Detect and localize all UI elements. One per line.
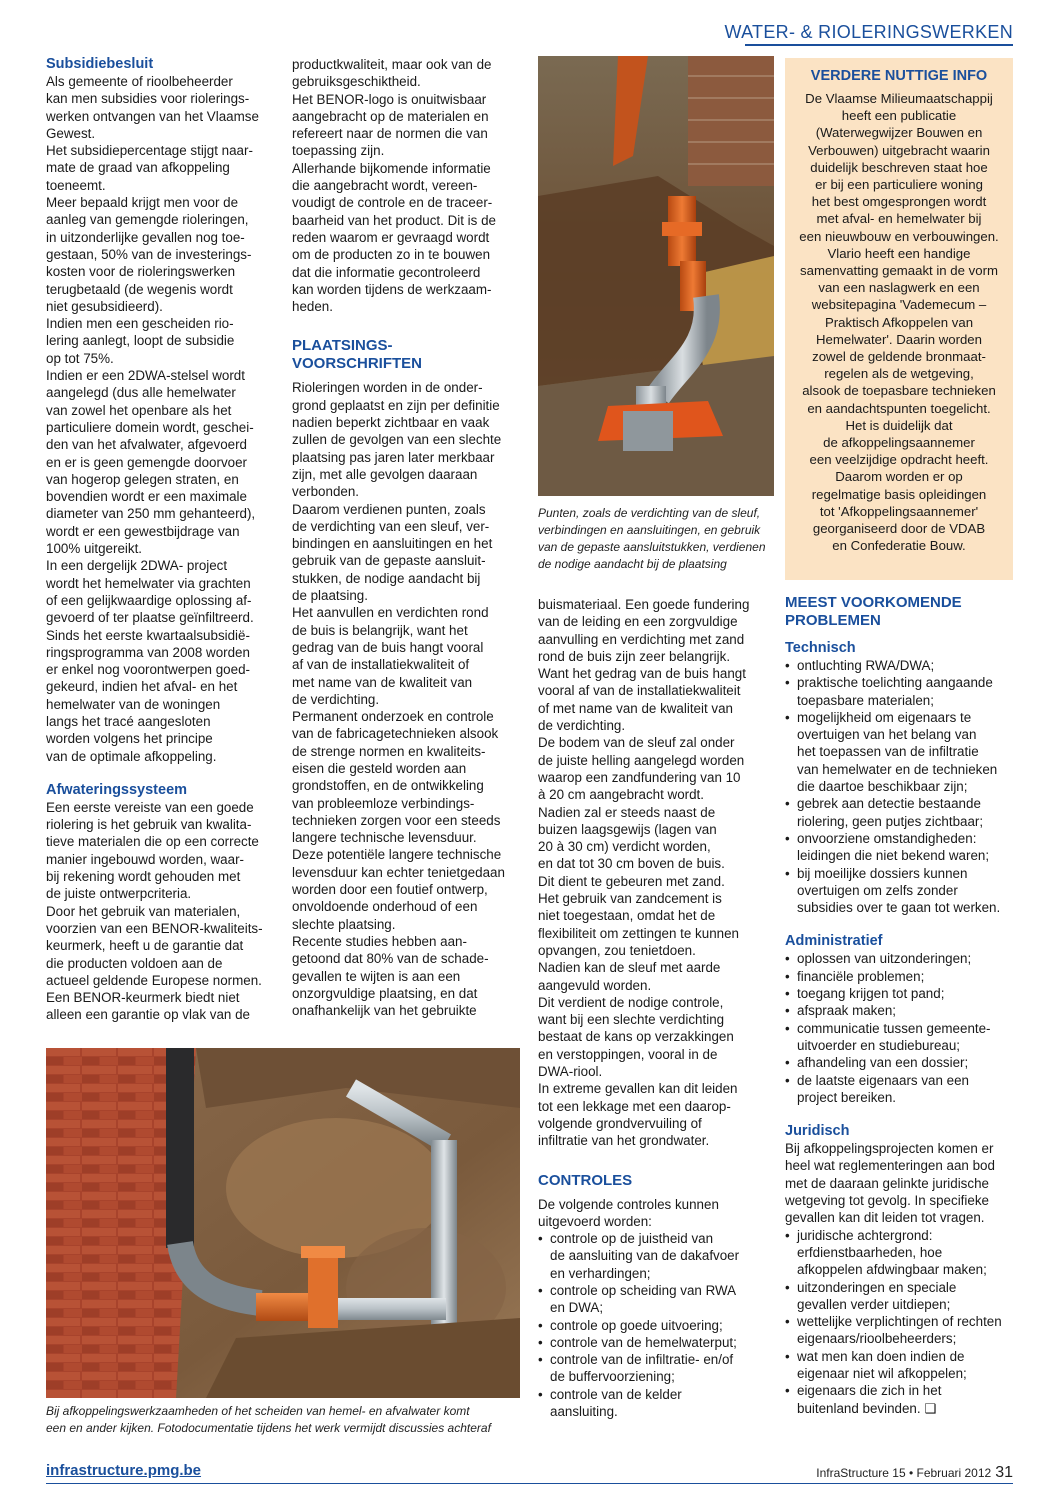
text-line: langs het tracé aangesloten: [46, 713, 211, 729]
text-line: technieken zorgen voor een steeds: [292, 812, 501, 828]
text-line: samenvatting gemaakt in de vorm: [800, 263, 998, 279]
text-line: gebruiksgeschiktheid.: [292, 74, 421, 90]
text-line: De bodem van de sleuf zal onder: [538, 735, 735, 751]
text-line: werken ontvangen van het Vlaamse: [46, 108, 259, 124]
list-item-line: uitvoerder en studiebureau;: [797, 1037, 961, 1053]
text-line: Dit verdient de nodige controle,: [538, 994, 724, 1010]
list-item: [785, 1227, 1017, 1279]
text-line: zijn, met alle gevolgen daaraan: [292, 466, 478, 482]
list-item: [785, 709, 1017, 795]
text-line: bestaat de kans op verzakkingen: [538, 1029, 734, 1045]
text-line: Rioleringen worden in de onder-: [292, 380, 483, 396]
text-line: diameter van 250 mm gehanteerd),: [46, 506, 256, 522]
text-line: Verbouwen) uitgebracht waarin: [808, 142, 990, 158]
text-line: buismateriaal. Een goede fundering: [538, 597, 750, 612]
text-line: heden.: [292, 299, 333, 315]
list-item: [538, 1334, 778, 1351]
text-line: worden volgens het principe: [46, 731, 213, 747]
list-controles: [538, 1230, 778, 1420]
text-line: en Confederatie Bouw.: [832, 538, 966, 554]
text-line: zowel de geldende bronmaat-: [812, 349, 986, 365]
text-line: wordt er een gewestbijdrage van: [46, 523, 240, 539]
list-item-line: • controle van de hemelwaterput;: [550, 1334, 737, 1350]
text-line: van zowel het openbare als het: [46, 402, 232, 418]
text-line: ringsprogramma van 2008 worden: [46, 644, 250, 660]
list-item-line: die daartoe beschikbaar zijn;: [797, 779, 968, 795]
text-line: Een BENOR-keurmerk biedt niet: [46, 990, 240, 1006]
text-line: buizen laagsgewijs (lagen van: [538, 821, 717, 837]
text-line: gevoerd of ter plaatse geïnfiltreerd.: [46, 610, 254, 626]
list-item-line: gevallen verder uitdiepen;: [797, 1296, 951, 1312]
text-line: de juiste ontwerpcriteria.: [46, 886, 192, 902]
list-item: [785, 1382, 1017, 1417]
text-line: PLAATSINGS-: [292, 337, 393, 355]
list-item: [785, 968, 1017, 985]
heading-subsidiebesluit: Subsidiebesluit: [46, 56, 154, 72]
text-line: Vlario heeft een handige: [827, 245, 971, 261]
text-line: bindingen en aansluitingen en het: [292, 536, 493, 552]
text-line: gestaan, 50% van de investerings-: [46, 246, 252, 262]
list-item-line: riolering, geen putjes zichtbaar;: [797, 813, 984, 829]
heading-administratief: Administratief: [785, 933, 883, 950]
text-line: particuliere domein wordt, geschei-: [46, 419, 254, 435]
text-line: Recente studies hebben aan-: [292, 933, 467, 949]
list-item: [785, 865, 1017, 917]
text-line: van de fabricagetechnieken alsook: [292, 726, 499, 742]
list-item-line: van hemelwater en de technieken: [797, 761, 998, 777]
paragraph-fundering: [538, 596, 778, 1150]
list-item-line: • afspraak maken;: [797, 1003, 896, 1019]
footer-issue: [816, 1464, 1013, 1482]
text-line: Het is duidelijk dat: [845, 417, 953, 433]
list-item-line: • juridische achtergrond:: [797, 1227, 933, 1243]
text-line: van de leiding en een zorgvuldige: [538, 614, 738, 630]
text-line: onzorgvuldige plaatsing, en dat: [292, 985, 478, 1001]
text-line: MEEST VOORKOMENDE: [785, 594, 962, 611]
text-line: en verstoppingen, vooral in de: [538, 1046, 718, 1062]
text-line: Het subsidiepercentage stijgt naar-: [46, 143, 253, 159]
text-line: die producten voldoen aan de: [46, 955, 223, 971]
text-line: de juiste helling aangelegd worden: [538, 752, 745, 768]
text-line: om de producten zo in te bouwen: [292, 247, 491, 263]
list-technisch: [785, 657, 1017, 916]
list-item-line: • toegang krijgen tot pand;: [797, 986, 945, 1002]
text-line: mate de graad van afkoppeling: [46, 160, 230, 176]
text-line: tot 'Afkoppelingsaannemer': [819, 503, 979, 519]
text-line: de verdichting.: [292, 691, 380, 707]
text-line: van probleemloze verbindings-: [292, 795, 475, 811]
list-item: [785, 1054, 1017, 1071]
text-line: voorzien van een BENOR-kwaliteits-: [46, 920, 263, 936]
text-line: Nadien zal er steeds naast de: [538, 804, 716, 820]
paragraph-plaatsing: [292, 379, 532, 1019]
text-line: met de daaraan gelinkte juridische: [785, 1175, 989, 1191]
text-line: rond de buis zijn zeer belangrijk.: [538, 648, 731, 664]
list-item-line: • praktische toelichting aangaande: [797, 675, 993, 691]
text-line: 100% uitgereikt.: [46, 541, 143, 557]
column-1: [46, 56, 286, 1024]
list-item-line: subsidies over te gaan tot werken.: [797, 900, 1001, 916]
list-item-line: de aansluiting van de dakafvoer: [550, 1248, 740, 1264]
text-line: gevallen kan dit leiden tot vragen.: [785, 1210, 985, 1226]
text-line: toepassing zijn.: [292, 143, 385, 159]
list-item-line: • wat men kan doen indien de: [797, 1348, 965, 1364]
paragraph-benor: [292, 56, 532, 315]
text-line: Deze potentiële langere technische: [292, 847, 502, 863]
footer-issue-text: InfraStructure 15 • Februari 2012: [816, 1466, 992, 1480]
list-item-line: • gebrek aan detectie bestaande: [797, 796, 981, 812]
list-item-line: • communicatie tussen gemeente-: [797, 1020, 991, 1036]
text-line: aanleg van gemengde rioleringen,: [46, 212, 249, 228]
text-line: gekeurd, indien het afval- en het: [46, 679, 238, 695]
section-title: WATER- & RIOLERINGSWERKEN: [724, 22, 1013, 42]
text-line: onvoldoende onderhoud of een: [292, 899, 478, 915]
list-item: [785, 1313, 1017, 1348]
text-line: baarheid van het product. Dit is de: [292, 212, 496, 228]
list-item: [785, 1002, 1017, 1019]
text-line: heel wat reglementeringen aan bod: [785, 1158, 995, 1174]
list-item-line: eigenaars/rioolbeheerders;: [797, 1331, 957, 1347]
text-line: worden door een foutief ontwerp,: [292, 882, 488, 898]
text-line: het best omgesprongen wordt: [811, 194, 987, 210]
list-item-line: buitenland bevinden. ❑: [797, 1400, 937, 1416]
list-item-line: • mogelijkheid om eigenaars te: [797, 709, 972, 725]
text-line: Het aanvullen en verdichten rond: [292, 605, 489, 621]
text-line: tieve materialen die op een correcte: [46, 834, 259, 850]
text-line: websitepagina 'Vademecum –: [811, 297, 987, 313]
list-item-line: • wettelijke verplichtingen of rechten: [797, 1314, 1002, 1330]
list-item-line: • controle van de infiltratie- en/of: [550, 1352, 734, 1368]
text-line: Nadien kan de sleuf met aarde: [538, 960, 721, 976]
list-item-line: • controle van de kelder: [550, 1386, 682, 1402]
text-line: wetgeving tot gevolg. In specifieke: [785, 1193, 989, 1209]
photo-pipe-trench: [538, 56, 774, 496]
list-item-line: erfdienstbaarheden, hoe: [797, 1244, 943, 1260]
text-line: Bij afkoppelingsprojecten komen er: [785, 1141, 994, 1157]
text-line: In extreme gevallen kan dit leiden: [538, 1081, 738, 1097]
text-line: Praktisch Afkoppelen van: [824, 314, 974, 330]
text-line: gedrag van de buis hangt vooral: [292, 639, 484, 655]
text-line: Door het gebruik van materialen,: [46, 903, 241, 919]
paragraph-afwatering: [46, 799, 286, 1024]
list-item-line: • eigenaars die zich in het: [797, 1383, 942, 1399]
text-line: reden waarom er gevraagd wordt: [292, 229, 490, 245]
list-item: [785, 985, 1017, 1002]
text-line: de afkoppelingsaannemer: [823, 435, 975, 451]
text-line: of met name van de kwaliteit van: [538, 700, 734, 716]
text-line: verbonden.: [292, 484, 360, 500]
text-line: grond geplaatst en zijn per definitie: [292, 397, 500, 413]
text-line: Want het gedrag van de buis hangt: [538, 666, 746, 682]
text-line: PROBLEMEN: [785, 612, 881, 629]
text-line: VOORSCHRIFTEN: [292, 355, 423, 373]
text-line: van hogerop gelegen straten, en: [46, 471, 239, 487]
photo-afkoppeling: [46, 1048, 520, 1398]
text-line: De volgende controles kunnen: [538, 1196, 719, 1212]
paragraph-juridisch: [785, 1140, 1017, 1226]
text-line: zullen de gevolgen van een slechte: [292, 432, 502, 448]
list-item-line: toepasbare materialen;: [797, 692, 934, 708]
text-line: den van het afvalwater, afgevoerd: [46, 437, 247, 453]
text-line: een veelzijdige opdracht heeft.: [809, 452, 989, 468]
text-line: gevallen te wijten is aan een: [292, 968, 461, 984]
list-item: [538, 1317, 778, 1334]
text-line: met afval- en hemelwater bij: [816, 211, 982, 227]
text-line: de nodige aandacht bij de plaatsing: [538, 557, 727, 571]
list-item: [785, 674, 1017, 709]
text-line: Een eerste vereiste van een goede: [46, 799, 254, 815]
text-line: onafhankelijk van het gebruikte: [292, 1003, 477, 1019]
info-box-body: [785, 90, 1013, 554]
text-line: verbindingen en aansluitingen, en gebruik: [538, 523, 761, 537]
list-item-line: • bij moeilijke dossiers kunnen: [797, 865, 968, 881]
heading-meest-voorkomende-problemen: [785, 594, 1017, 630]
list-item-line: leidingen die niet bekend waren;: [797, 848, 990, 864]
text-line: waarop een zandfundering van 10: [538, 769, 741, 785]
paragraph-controles-intro: [538, 1196, 778, 1231]
text-line: af van de installatiekwaliteit of: [292, 657, 470, 673]
text-line: terugbetaald (de wegenis wordt: [46, 281, 233, 297]
list-item-line: • uitzonderingen en speciale: [797, 1279, 957, 1295]
text-line: alleen een garantie op vlak van de: [46, 1007, 250, 1023]
list-item-line: afkoppelen afdwingbaar maken;: [797, 1262, 987, 1278]
list-item-line: • afhandeling van een dossier;: [797, 1055, 969, 1071]
list-item: [785, 950, 1017, 967]
text-line: Punten, zoals de verdichting van de sleuf,: [538, 506, 761, 520]
text-line: Permanent onderzoek en controle: [292, 709, 494, 725]
text-line: van de optimale afkoppeling.: [46, 748, 217, 764]
text-line: aangebracht op de materialen en: [292, 108, 489, 124]
text-line: flexibiliteit om zettingen te kunnen: [538, 925, 739, 941]
text-line: hemelwater van de woningen: [46, 696, 221, 712]
text-line: van de gepaste aansluitstukken, verdienen: [538, 540, 766, 554]
text-line: Daarom verdienen punten, zoals: [292, 501, 486, 517]
list-item-line: project bereiken.: [797, 1089, 896, 1105]
text-line: duidelijk beschreven staat hoe: [810, 159, 988, 175]
list-item: [785, 1348, 1017, 1383]
text-line: kosten voor de rioleringswerken: [46, 264, 236, 280]
list-item-line: • ontluchting RWA/DWA;: [797, 658, 935, 673]
text-line: bovendien wordt er een maximale: [46, 489, 247, 505]
text-line: Meer bepaald krijgt men voor de: [46, 195, 239, 211]
text-line: Gewest.: [46, 125, 96, 141]
text-line: bij rekening wordt gehouden met: [46, 869, 241, 885]
text-line: die aangebracht wordt, vereen-: [292, 178, 478, 194]
text-line: In een dergelijk 2DWA- project: [46, 558, 228, 574]
paragraph-subsidies: [46, 73, 286, 765]
list-item-line: • oplossen van uitzonderingen;: [797, 951, 972, 967]
text-line: toeneemt.: [46, 177, 106, 193]
text-line: voudigt de controle en de traceer-: [292, 195, 493, 211]
caption-bottom-photo: [46, 1403, 536, 1437]
text-line: de verdichting.: [538, 718, 626, 734]
list-item: [538, 1386, 778, 1421]
text-line: plaatsing pas jaren later merkbaar: [292, 449, 495, 465]
heading-juridisch: Juridisch: [785, 1123, 850, 1140]
list-item-line: eigenaar niet wil afkoppelen;: [797, 1365, 967, 1381]
heading-afwateringssysteem: Afwateringssysteem: [46, 781, 188, 798]
list-item-line: • controle op scheiding van RWA: [550, 1282, 737, 1298]
list-item-line: • de laatste eigenaars van een: [797, 1072, 969, 1088]
text-line: uitgevoerd worden:: [538, 1213, 652, 1229]
text-line: er bij een particuliere woning: [815, 177, 983, 193]
header-rule: [745, 44, 1013, 46]
column-3: [538, 596, 778, 1420]
text-line: wordt het hemelwater via grachten: [46, 575, 251, 591]
text-line: DWA-riool.: [538, 1064, 603, 1080]
text-line: actueel geldende Europese normen.: [46, 972, 262, 988]
text-line: refereert naar de normen die van: [292, 126, 488, 142]
list-item: [785, 830, 1017, 865]
text-line: niet toegestaan, omdat het de: [538, 908, 716, 924]
heading-controles: CONTROLES: [538, 1171, 633, 1189]
text-line: dat die informatie gecontroleerd: [292, 264, 481, 280]
caption-top-photo: [538, 505, 778, 573]
text-line: niet gesubsidieerd).: [46, 298, 163, 314]
text-line: infiltratie van het grondwater.: [538, 1133, 710, 1149]
text-line: Sinds het eerste kwartaalsubsidië-: [46, 627, 250, 643]
text-line: en dat tot 30 cm boven de buis.: [538, 856, 725, 872]
text-line: een en ander kijken. Fotodocumentatie tijdens het werk vermijdt discussies achteraf: [46, 1421, 491, 1435]
list-juridisch: [785, 1227, 1017, 1417]
column-2: [292, 56, 532, 1019]
text-line: en aandachtspunten toegelicht.: [807, 400, 991, 416]
info-box-title: VERDERE NUTTIGE INFO: [810, 68, 988, 84]
text-line: aangevuld worden.: [538, 977, 652, 993]
heading-technisch: Technisch: [785, 640, 856, 656]
list-item: [785, 1279, 1017, 1314]
text-line: Daarom worden er op: [835, 469, 963, 485]
info-box: [785, 58, 1013, 580]
list-item-line: en DWA;: [550, 1300, 604, 1316]
text-line: kan men subsidies voor riolerings-: [46, 91, 250, 107]
page-number: 31: [995, 1464, 1013, 1481]
text-line: heeft een publicatie: [841, 108, 957, 124]
list-item-line: het toepassen van de infiltratie: [797, 744, 979, 760]
text-line: Dit dient te gebeuren met zand.: [538, 873, 725, 889]
text-line: alsook de toepasbare technieken: [802, 383, 996, 399]
text-line: Allerhande bijkomende informatie: [292, 160, 491, 176]
text-line: de verdichting van een sleuf, ver-: [292, 518, 490, 534]
column-4: [785, 594, 1017, 1417]
list-item-line: overtuigen van het belang van: [797, 727, 977, 743]
text-line: nadien beperkt zichtbaar en vaak: [292, 415, 490, 431]
text-line: Als gemeente of rioolbeheerder: [46, 74, 233, 89]
text-line: regelmatige basis opleidingen: [811, 486, 987, 502]
text-line: productkwaliteit, maar ook van de: [292, 57, 492, 72]
text-line: opvangen, zou tenietdoen.: [538, 942, 696, 958]
text-line: grondstoffen, en de ontwikkeling: [292, 778, 484, 794]
text-line: regelen als de wetgeving,: [824, 366, 974, 382]
list-item: [538, 1230, 778, 1282]
text-line: de strenge normen en kwaliteits-: [292, 743, 486, 759]
text-line: lering aanlegt, loopt de subsidie: [46, 333, 235, 349]
list-item-line: • controle op de juistheid van: [550, 1231, 714, 1247]
text-line: stukken, de nodige aandacht bij: [292, 570, 481, 586]
text-line: want bij een slechte verdichting: [538, 1012, 725, 1028]
text-line: eisen die gesteld worden aan: [292, 760, 467, 776]
text-line: (Waterwegwijzer Bouwen en: [815, 125, 983, 141]
text-line: vooral af van de installatiekwaliteit: [538, 683, 741, 699]
text-line: manier ingebouwd worden, waar-: [46, 851, 244, 867]
list-item-line: • controle op goede uitvoering;: [550, 1317, 723, 1333]
list-item-line: • onvoorziene omstandigheden:: [797, 830, 977, 846]
heading-plaatsingsvoorschriften: [292, 337, 532, 373]
text-line: de buis is belangrijk, want het: [292, 622, 468, 638]
text-line: slechte plaatsing.: [292, 916, 396, 932]
list-item: [538, 1351, 778, 1386]
list-item-line: de buffervoorziening;: [550, 1369, 675, 1385]
text-line: een nieuwbouw en verbouwingen.: [799, 228, 999, 244]
text-line: volgende grondvervuiling of: [538, 1115, 702, 1131]
text-line: met name van de kwaliteit van: [292, 674, 473, 690]
text-line: Indien men een gescheiden rio-: [46, 316, 234, 332]
text-line: keurmerk, heeft u de garantie dat: [46, 938, 244, 954]
text-line: Bij afkoppelingswerkzaamheden of het scheiden van hemel- en afvalwater komt: [46, 1404, 470, 1418]
list-item-line: en verhardingen;: [550, 1265, 651, 1281]
list-item-line: • financiële problemen;: [797, 968, 925, 984]
text-line: er enkel nog voorontwerpen goed-: [46, 662, 250, 678]
text-line: getoond dat 80% van de schade-: [292, 951, 489, 967]
text-line: Het gebruik van zandcement is: [538, 891, 722, 907]
list-item: [785, 1072, 1017, 1107]
text-line: gebruik van de gepaste aansluit-: [292, 553, 486, 569]
text-line: op tot 75%.: [46, 350, 114, 366]
list-item-line: overtuigen om zelfs zonder: [797, 882, 958, 898]
text-line: of een gelijkwaardige oplossing af-: [46, 592, 252, 608]
list-item: [785, 1020, 1017, 1055]
text-line: à 20 cm aangebracht wordt.: [538, 787, 704, 803]
text-line: 20 à 30 cm) verdicht worden,: [538, 839, 711, 855]
text-line: aanvulling en verdichting met zand: [538, 631, 745, 647]
footer-url[interactable]: infrastructure.pmg.be: [46, 1462, 202, 1479]
text-line: van een naslagwerk en een: [818, 280, 980, 296]
text-line: tot een lekkage met een daarop-: [538, 1098, 731, 1114]
list-item: [538, 1282, 778, 1317]
text-line: levensduur kan echter tenietgedaan: [292, 864, 505, 880]
text-line: Indien er een 2DWA-stelsel wordt: [46, 368, 245, 384]
text-line: kan worden tijdens de werkzaam-: [292, 281, 492, 297]
text-line: in uitzonderlijke gevallen nog toe-: [46, 229, 245, 245]
text-line: riolering is het gebruik van kwalita-: [46, 817, 252, 833]
text-line: Het BENOR-logo is onuitwisbaar: [292, 91, 487, 107]
list-administratief: [785, 950, 1017, 1106]
text-line: aangelegd (dus alle hemelwater: [46, 385, 236, 401]
text-line: en er is geen gemengde doorvoer: [46, 454, 247, 470]
text-line: Hemelwater'. Daarin worden: [816, 331, 982, 347]
footer-rule: [46, 1483, 1013, 1484]
list-item: [785, 795, 1017, 830]
text-line: de plaatsing.: [292, 588, 368, 604]
text-line: georganiseerd door de VDAB: [812, 521, 986, 537]
list-item-line: aansluiting.: [550, 1404, 618, 1420]
text-line: De Vlaamse Milieumaatschappij: [805, 91, 993, 106]
list-item: [785, 657, 1017, 674]
text-line: langere technische levensduur.: [292, 830, 477, 846]
